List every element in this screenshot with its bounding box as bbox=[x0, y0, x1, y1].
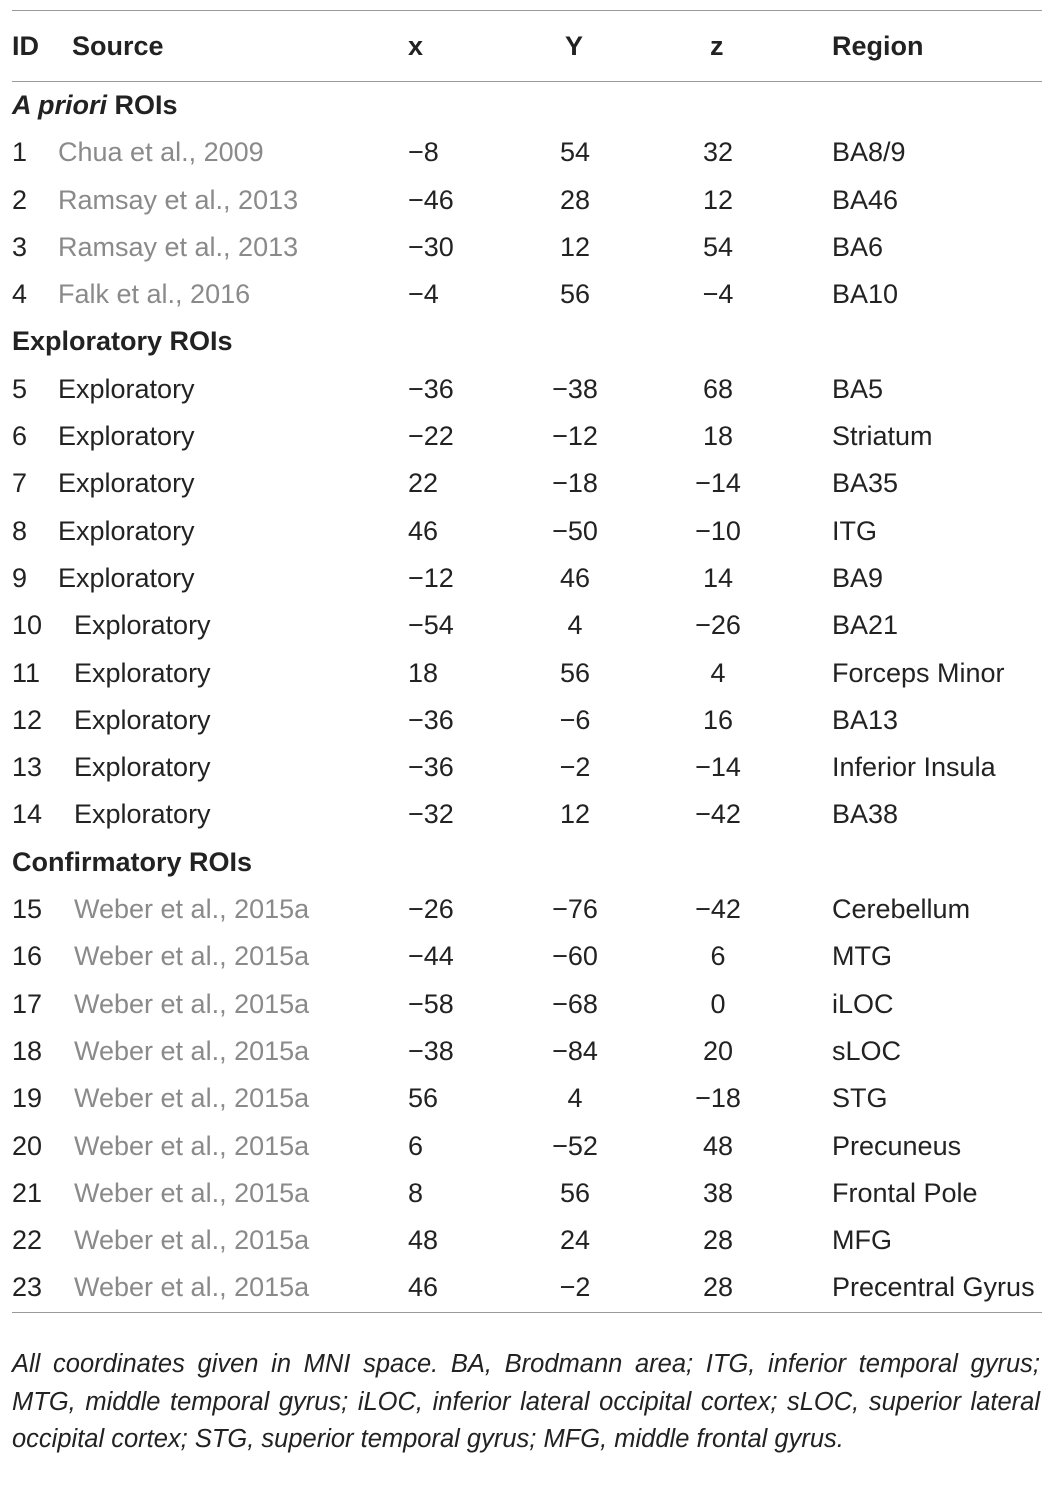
row-x: −36 bbox=[408, 373, 454, 404]
row-x: −32 bbox=[408, 799, 454, 830]
row-z: 48 bbox=[702, 1130, 734, 1161]
row-source: Weber et al., 2015a bbox=[74, 1225, 310, 1256]
table-row bbox=[12, 366, 1042, 413]
row-source: Weber et al., 2015a bbox=[74, 1035, 310, 1066]
table-row bbox=[12, 1075, 1042, 1122]
row-z: 18 bbox=[702, 421, 734, 452]
table-row bbox=[12, 1264, 1042, 1311]
table-row bbox=[12, 744, 1042, 791]
row-x: −36 bbox=[408, 752, 454, 783]
row-id: 2 bbox=[12, 184, 28, 215]
table-row bbox=[12, 224, 1042, 271]
row-source: Exploratory bbox=[74, 704, 211, 735]
row-y: 4 bbox=[567, 1083, 583, 1114]
row-source: Weber et al., 2015a bbox=[74, 1130, 310, 1161]
row-z: 0 bbox=[710, 988, 726, 1019]
row-x: −30 bbox=[408, 231, 454, 262]
section-title bbox=[12, 82, 178, 129]
row-y: −12 bbox=[552, 421, 598, 452]
row-id: 11 bbox=[12, 657, 41, 688]
row-region: BA8/9 bbox=[832, 137, 906, 168]
row-y: 46 bbox=[559, 562, 591, 593]
row-z: −42 bbox=[695, 799, 741, 830]
row-y: −2 bbox=[559, 752, 591, 783]
row-x: 46 bbox=[408, 515, 439, 546]
row-id: 22 bbox=[12, 1225, 43, 1256]
row-source: Exploratory bbox=[74, 799, 211, 830]
row-y: −50 bbox=[552, 515, 598, 546]
row-region: BA5 bbox=[832, 373, 884, 404]
table-row bbox=[12, 460, 1042, 507]
row-z: −14 bbox=[695, 752, 741, 783]
row-region: Frontal Pole bbox=[832, 1177, 978, 1208]
row-source: Weber et al., 2015a bbox=[74, 1083, 310, 1114]
row-id: 7 bbox=[12, 468, 28, 499]
row-x: 22 bbox=[408, 468, 439, 499]
row-x: −22 bbox=[408, 421, 454, 452]
row-region: STG bbox=[832, 1083, 888, 1114]
row-id: 1 bbox=[12, 137, 28, 168]
row-z: 32 bbox=[702, 137, 734, 168]
row-source: Weber et al., 2015a bbox=[74, 988, 310, 1019]
row-z: −4 bbox=[702, 279, 734, 310]
row-z: 28 bbox=[702, 1272, 734, 1303]
row-z: 20 bbox=[702, 1035, 734, 1066]
row-x: −36 bbox=[408, 704, 454, 735]
row-z: 28 bbox=[702, 1225, 734, 1256]
row-z: −14 bbox=[695, 468, 741, 499]
row-z: −18 bbox=[695, 1083, 741, 1114]
row-x: −38 bbox=[408, 1035, 454, 1066]
row-region: iLOC bbox=[832, 988, 894, 1019]
row-source: Exploratory bbox=[58, 515, 195, 546]
row-z: 68 bbox=[702, 373, 734, 404]
row-y: −6 bbox=[559, 704, 591, 735]
row-z: 6 bbox=[710, 941, 726, 972]
row-y: 28 bbox=[559, 184, 591, 215]
row-id: 4 bbox=[12, 279, 28, 310]
row-region: MTG bbox=[832, 941, 892, 972]
row-x: −44 bbox=[408, 941, 454, 972]
row-id: 17 bbox=[12, 988, 43, 1019]
section-header-row bbox=[12, 318, 1042, 365]
row-region: sLOC bbox=[832, 1035, 902, 1066]
row-x: −58 bbox=[408, 988, 454, 1019]
row-y: 4 bbox=[567, 610, 583, 641]
table-row bbox=[12, 1217, 1042, 1264]
header-region: Region bbox=[832, 31, 924, 61]
row-source: Ramsay et al., 2013 bbox=[58, 184, 299, 215]
row-y: −68 bbox=[552, 988, 598, 1019]
row-source: Exploratory bbox=[74, 610, 211, 641]
table-row bbox=[12, 650, 1042, 697]
row-source: Exploratory bbox=[58, 421, 195, 452]
row-id: 12 bbox=[12, 704, 43, 735]
row-source: Exploratory bbox=[58, 562, 195, 593]
section-header-row bbox=[12, 839, 1042, 886]
row-id: 13 bbox=[12, 752, 43, 783]
table-row bbox=[12, 508, 1042, 555]
row-x: 18 bbox=[408, 657, 439, 688]
row-z: −42 bbox=[695, 894, 741, 925]
header-id: ID bbox=[12, 31, 39, 61]
row-z: 4 bbox=[710, 657, 726, 688]
row-source: Exploratory bbox=[74, 657, 211, 688]
table-row bbox=[12, 933, 1042, 980]
row-id: 18 bbox=[12, 1035, 43, 1066]
row-x: −54 bbox=[408, 610, 454, 641]
row-source: Weber et al., 2015a bbox=[74, 894, 310, 925]
row-source: Weber et al., 2015a bbox=[74, 1272, 310, 1303]
row-region: BA9 bbox=[832, 562, 884, 593]
row-y: −18 bbox=[552, 468, 598, 499]
row-y: 56 bbox=[559, 279, 591, 310]
row-source: Chua et al., 2009 bbox=[58, 137, 264, 168]
section-title-italic: A priori bbox=[12, 90, 108, 120]
row-x: 6 bbox=[408, 1130, 424, 1161]
row-id: 9 bbox=[12, 562, 28, 593]
header-y: Y bbox=[565, 31, 584, 61]
row-z: 16 bbox=[702, 704, 734, 735]
row-x: −8 bbox=[408, 137, 439, 168]
table-row bbox=[12, 697, 1042, 744]
row-x: 46 bbox=[408, 1272, 439, 1303]
row-x: −26 bbox=[408, 894, 454, 925]
row-region: Precentral Gyrus bbox=[832, 1272, 1035, 1303]
row-y: 56 bbox=[559, 657, 591, 688]
row-y: 56 bbox=[559, 1177, 591, 1208]
row-id: 6 bbox=[12, 421, 28, 452]
bottom-rule bbox=[12, 1312, 1042, 1313]
table-row bbox=[12, 413, 1042, 460]
table-row bbox=[12, 1123, 1042, 1170]
row-id: 14 bbox=[12, 799, 43, 830]
row-x: −4 bbox=[408, 279, 439, 310]
row-region: MFG bbox=[832, 1225, 892, 1256]
row-y: 12 bbox=[559, 231, 591, 262]
row-region: BA38 bbox=[832, 799, 899, 830]
row-source: Weber et al., 2015a bbox=[74, 1177, 310, 1208]
table-row bbox=[12, 129, 1042, 176]
row-y: 54 bbox=[559, 137, 591, 168]
row-y: −76 bbox=[552, 894, 598, 925]
row-x: −12 bbox=[408, 562, 454, 593]
table-row bbox=[12, 886, 1042, 933]
row-y: −84 bbox=[552, 1035, 598, 1066]
row-region: BA35 bbox=[832, 468, 899, 499]
row-id: 3 bbox=[12, 231, 28, 262]
table-row bbox=[12, 602, 1042, 649]
row-id: 5 bbox=[12, 373, 28, 404]
row-region: BA6 bbox=[832, 231, 884, 262]
row-source: Exploratory bbox=[58, 373, 195, 404]
row-y: 12 bbox=[559, 799, 591, 830]
row-region: BA46 bbox=[832, 184, 899, 215]
row-source: Exploratory bbox=[58, 468, 195, 499]
row-y: −52 bbox=[552, 1130, 598, 1161]
section-title: Confirmatory ROIs bbox=[12, 846, 253, 877]
roi-table bbox=[12, 10, 1042, 1313]
row-y: 24 bbox=[559, 1225, 591, 1256]
row-region: Forceps Minor bbox=[832, 657, 1005, 688]
row-id: 8 bbox=[12, 515, 28, 546]
row-z: 54 bbox=[702, 231, 734, 262]
row-x: 56 bbox=[408, 1083, 439, 1114]
table-row bbox=[12, 555, 1042, 602]
table-body bbox=[12, 82, 1042, 1312]
row-source: Exploratory bbox=[74, 752, 211, 783]
row-y: −60 bbox=[552, 941, 598, 972]
row-z: 12 bbox=[702, 184, 734, 215]
table-footnote: All coordinates given in MNI space. BA, Brodmann area; ITG, inferior temporal gyrus; MTG, middle temporal gyrus; iLOC, inferior lateral occipital cortex; sLOC, superior lateral occipital cortex; STG, superior temporal gyrus; MFG, middle frontal gyrus. bbox=[12, 1350, 1040, 1453]
row-z: 38 bbox=[702, 1177, 734, 1208]
row-region: BA10 bbox=[832, 279, 899, 310]
row-region: Precuneus bbox=[832, 1130, 962, 1161]
table-row bbox=[12, 791, 1042, 838]
row-id: 23 bbox=[12, 1272, 43, 1303]
row-region: Striatum bbox=[832, 421, 933, 452]
row-source: Falk et al., 2016 bbox=[58, 279, 251, 310]
row-region: ITG bbox=[832, 515, 877, 546]
row-source: Weber et al., 2015a bbox=[74, 941, 310, 972]
header-x: x bbox=[408, 31, 424, 61]
row-y: −38 bbox=[552, 373, 598, 404]
row-id: 10 bbox=[12, 610, 43, 641]
header-z: z bbox=[710, 31, 724, 61]
row-region: Inferior Insula bbox=[832, 752, 996, 783]
row-region: BA13 bbox=[832, 704, 899, 735]
row-source: Ramsay et al., 2013 bbox=[58, 231, 299, 262]
table-row bbox=[12, 1170, 1042, 1217]
table-header-row bbox=[12, 11, 1042, 81]
row-x: 8 bbox=[408, 1177, 424, 1208]
row-y: −2 bbox=[559, 1272, 591, 1303]
table-row bbox=[12, 1028, 1042, 1075]
header-source: Source bbox=[72, 31, 164, 61]
section-title-rest: ROIs bbox=[107, 90, 178, 120]
table-row bbox=[12, 271, 1042, 318]
row-id: 19 bbox=[12, 1083, 43, 1114]
row-x: −46 bbox=[408, 184, 454, 215]
row-id: 20 bbox=[12, 1130, 43, 1161]
row-id: 15 bbox=[12, 894, 43, 925]
table-row bbox=[12, 177, 1042, 224]
row-z: −10 bbox=[695, 515, 741, 546]
row-id: 16 bbox=[12, 941, 43, 972]
row-z: −26 bbox=[695, 610, 741, 641]
row-region: Cerebellum bbox=[832, 894, 971, 925]
row-region: BA21 bbox=[832, 610, 899, 641]
row-x: 48 bbox=[408, 1225, 439, 1256]
row-z: 14 bbox=[702, 562, 734, 593]
table-row bbox=[12, 981, 1042, 1028]
row-id: 21 bbox=[12, 1177, 43, 1208]
section-title: Exploratory ROIs bbox=[12, 326, 233, 357]
section-header-row bbox=[12, 82, 1042, 129]
